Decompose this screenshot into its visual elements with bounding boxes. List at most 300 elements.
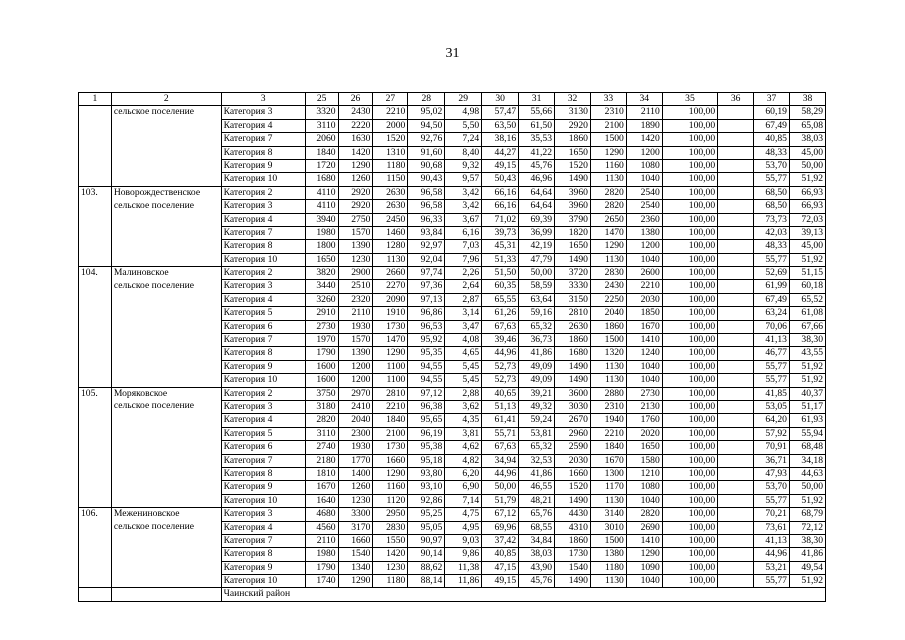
settlement-name: [111, 575, 221, 588]
settlement-name: сельское поселение: [111, 280, 221, 293]
value-cell: 1320: [590, 347, 626, 360]
value-cell: 3300: [338, 508, 373, 521]
settlement-number: 103.: [79, 186, 112, 199]
value-cell: 2630: [555, 320, 591, 333]
value-cell: 64,64: [519, 186, 555, 199]
value-cell: 68,79: [789, 508, 825, 521]
value-cell: 2910: [305, 307, 338, 320]
value-cell: 100,00: [662, 280, 717, 293]
settlement-number: [79, 106, 112, 119]
value-cell: 1490: [555, 494, 591, 507]
value-cell: 2020: [626, 427, 662, 440]
value-cell: 2820: [590, 200, 626, 213]
value-cell: 1980: [305, 548, 338, 561]
settlement-name: [111, 534, 221, 547]
value-cell: 3960: [555, 186, 591, 199]
table-row: [79, 307, 826, 320]
value-cell: 49,32: [519, 400, 555, 413]
settlement-number: [79, 521, 112, 534]
table-row: [79, 481, 826, 494]
settlement-number: [79, 200, 112, 213]
table-row: [79, 414, 826, 427]
value-cell: 45,00: [789, 240, 825, 253]
value-cell: [718, 173, 754, 186]
value-cell: 1490: [555, 374, 591, 387]
value-cell: 41,22: [519, 146, 555, 159]
value-cell: 90,68: [408, 159, 445, 172]
value-cell: 100,00: [662, 575, 717, 588]
value-cell: 2660: [373, 267, 408, 280]
value-cell: 1890: [626, 119, 662, 132]
value-cell: 44,27: [482, 146, 519, 159]
value-cell: 35,53: [519, 133, 555, 146]
category-cell: Категория 3: [221, 400, 305, 413]
category-cell: Категория 4: [221, 414, 305, 427]
settlement-name: [111, 307, 221, 320]
settlement-number: [79, 240, 112, 253]
value-cell: 1130: [590, 374, 626, 387]
value-cell: [718, 146, 754, 159]
value-cell: 44,96: [754, 548, 790, 561]
value-cell: 3030: [555, 400, 591, 413]
settlement-number: [79, 414, 112, 427]
settlement-number: [79, 441, 112, 454]
value-cell: 93,10: [408, 481, 445, 494]
settlement-number: [79, 293, 112, 306]
value-cell: 1120: [373, 494, 408, 507]
table-row: [79, 508, 826, 521]
value-cell: [718, 280, 754, 293]
value-cell: 2740: [305, 441, 338, 454]
value-cell: 3140: [590, 508, 626, 521]
value-cell: 100,00: [662, 494, 717, 507]
value-cell: 1930: [338, 441, 373, 454]
value-cell: 67,49: [754, 119, 790, 132]
value-cell: 41,13: [754, 534, 790, 547]
value-cell: 97,13: [408, 293, 445, 306]
value-cell: 1860: [555, 133, 591, 146]
value-cell: 1650: [555, 146, 591, 159]
value-cell: 88,62: [408, 561, 445, 574]
value-cell: 3,42: [445, 186, 482, 199]
value-cell: 55,77: [754, 360, 790, 373]
table-row: [79, 467, 826, 480]
value-cell: 46,55: [519, 481, 555, 494]
header-cell: 36: [718, 93, 754, 106]
value-cell: 7,96: [445, 253, 482, 266]
value-cell: 1180: [590, 561, 626, 574]
settlement-number: [79, 548, 112, 561]
value-cell: 1410: [626, 334, 662, 347]
value-cell: 1160: [590, 159, 626, 172]
value-cell: [718, 226, 754, 239]
value-cell: 9,32: [445, 159, 482, 172]
value-cell: 97,74: [408, 267, 445, 280]
value-cell: [718, 427, 754, 440]
value-cell: 52,73: [482, 374, 519, 387]
value-cell: 3440: [305, 280, 338, 293]
value-cell: 1200: [626, 240, 662, 253]
value-cell: 1670: [590, 454, 626, 467]
value-cell: 69,39: [519, 213, 555, 226]
value-cell: 60,18: [789, 280, 825, 293]
header-cell: 2: [111, 93, 221, 106]
value-cell: 1520: [555, 481, 591, 494]
value-cell: 1080: [626, 481, 662, 494]
value-cell: 1040: [626, 360, 662, 373]
value-cell: 100,00: [662, 293, 717, 306]
value-cell: 65,76: [519, 508, 555, 521]
value-cell: 59,24: [519, 414, 555, 427]
value-cell: 3,42: [445, 200, 482, 213]
category-cell: Категория 10: [221, 575, 305, 588]
settlement-name: [111, 146, 221, 159]
header-cell: 25: [305, 93, 338, 106]
value-cell: 1860: [555, 534, 591, 547]
settlement-name: сельское поселение: [111, 521, 221, 534]
value-cell: 1490: [555, 575, 591, 588]
value-cell: 1130: [590, 494, 626, 507]
header-cell: 30: [482, 93, 519, 106]
value-cell: 38,16: [482, 133, 519, 146]
region-row: [79, 588, 826, 601]
table-row: [79, 400, 826, 413]
value-cell: 2630: [373, 200, 408, 213]
value-cell: 67,63: [482, 441, 519, 454]
value-cell: 100,00: [662, 454, 717, 467]
value-cell: 95,65: [408, 414, 445, 427]
table-row: [79, 387, 826, 400]
value-cell: 2180: [305, 454, 338, 467]
value-cell: 97,36: [408, 280, 445, 293]
value-cell: 40,85: [482, 548, 519, 561]
value-cell: 7,24: [445, 133, 482, 146]
value-cell: 1600: [305, 360, 338, 373]
value-cell: 55,77: [754, 374, 790, 387]
value-cell: 1670: [626, 320, 662, 333]
value-cell: 6,16: [445, 226, 482, 239]
value-cell: 1860: [590, 320, 626, 333]
value-cell: 64,64: [519, 200, 555, 213]
category-cell: Категория 4: [221, 213, 305, 226]
value-cell: 1290: [338, 575, 373, 588]
value-cell: 4110: [305, 186, 338, 199]
header-cell: 1: [79, 93, 112, 106]
settlement-name: [111, 240, 221, 253]
value-cell: 3180: [305, 400, 338, 413]
value-cell: 2540: [626, 186, 662, 199]
value-cell: 1180: [373, 159, 408, 172]
settlement-name: [111, 427, 221, 440]
value-cell: 42,19: [519, 240, 555, 253]
settlement-number: 105.: [79, 387, 112, 400]
value-cell: 96,53: [408, 320, 445, 333]
settlement-number: [79, 307, 112, 320]
value-cell: 95,02: [408, 106, 445, 119]
category-cell: Категория 9: [221, 481, 305, 494]
value-cell: 1420: [338, 146, 373, 159]
value-cell: 1650: [555, 240, 591, 253]
value-cell: 44,63: [789, 467, 825, 480]
value-cell: 46,96: [519, 173, 555, 186]
region-spacer: [111, 588, 221, 601]
value-cell: 94,50: [408, 119, 445, 132]
value-cell: [718, 374, 754, 387]
settlement-name: Новорождественское: [111, 186, 221, 199]
value-cell: 40,65: [482, 387, 519, 400]
settlement-number: [79, 119, 112, 132]
value-cell: 3,47: [445, 320, 482, 333]
value-cell: 1860: [555, 334, 591, 347]
value-cell: 53,70: [754, 159, 790, 172]
value-cell: 65,08: [789, 119, 825, 132]
value-cell: 2430: [590, 280, 626, 293]
value-cell: 3940: [305, 213, 338, 226]
value-cell: [718, 521, 754, 534]
value-cell: 2130: [626, 400, 662, 413]
header-cell: 27: [373, 93, 408, 106]
value-cell: 100,00: [662, 200, 717, 213]
value-cell: 58,29: [789, 106, 825, 119]
value-cell: 1680: [305, 173, 338, 186]
value-cell: 55,77: [754, 575, 790, 588]
table-row: [79, 293, 826, 306]
value-cell: 9,57: [445, 173, 482, 186]
settlement-name: сельское поселение: [111, 106, 221, 119]
value-cell: 95,25: [408, 508, 445, 521]
value-cell: 51,79: [482, 494, 519, 507]
value-cell: 7,14: [445, 494, 482, 507]
value-cell: 4,98: [445, 106, 482, 119]
value-cell: 1040: [626, 253, 662, 266]
value-cell: 60,35: [482, 280, 519, 293]
value-cell: 67,12: [482, 508, 519, 521]
value-cell: 6,20: [445, 467, 482, 480]
value-cell: 2810: [373, 387, 408, 400]
settlement-number: [79, 173, 112, 186]
value-cell: 90,97: [408, 534, 445, 547]
value-cell: 1600: [305, 374, 338, 387]
settlement-number: [79, 133, 112, 146]
settlement-number: [79, 534, 112, 547]
value-cell: 3010: [590, 521, 626, 534]
value-cell: 2100: [590, 119, 626, 132]
header-cell: 3: [221, 93, 305, 106]
value-cell: [718, 293, 754, 306]
value-cell: 2210: [626, 280, 662, 293]
table-row: [79, 575, 826, 588]
category-cell: Категория 7: [221, 334, 305, 347]
settlement-number: [79, 320, 112, 333]
value-cell: 1730: [373, 441, 408, 454]
value-cell: 1230: [338, 253, 373, 266]
value-cell: 100,00: [662, 521, 717, 534]
settlement-name: Моряковское: [111, 387, 221, 400]
value-cell: 63,64: [519, 293, 555, 306]
value-cell: 100,00: [662, 226, 717, 239]
value-cell: 1800: [305, 240, 338, 253]
value-cell: 39,46: [482, 334, 519, 347]
value-cell: 49,54: [789, 561, 825, 574]
value-cell: 70,21: [754, 508, 790, 521]
header-cell: 37: [754, 93, 790, 106]
value-cell: 1550: [373, 534, 408, 547]
settlement-name: Малиновское: [111, 267, 221, 280]
value-cell: 1150: [373, 173, 408, 186]
value-cell: 1080: [626, 159, 662, 172]
value-cell: 1260: [338, 481, 373, 494]
value-cell: 2110: [338, 307, 373, 320]
value-cell: 45,76: [519, 575, 555, 588]
value-cell: 1420: [626, 133, 662, 146]
table-row: [79, 213, 826, 226]
value-cell: [718, 334, 754, 347]
value-cell: 95,35: [408, 347, 445, 360]
table-row: [79, 454, 826, 467]
value-cell: 1210: [626, 467, 662, 480]
value-cell: 2100: [373, 427, 408, 440]
value-cell: 1760: [626, 414, 662, 427]
value-cell: 61,41: [482, 414, 519, 427]
value-cell: 49,15: [482, 159, 519, 172]
settlement-name: [111, 347, 221, 360]
value-cell: 2,64: [445, 280, 482, 293]
value-cell: 1290: [626, 548, 662, 561]
table-row: [79, 320, 826, 333]
value-cell: 39,73: [482, 226, 519, 239]
settlement-name: сельское поселение: [111, 200, 221, 213]
value-cell: 1790: [305, 347, 338, 360]
settlement-number: [79, 467, 112, 480]
value-cell: 1380: [626, 226, 662, 239]
value-cell: [718, 360, 754, 373]
value-cell: 3,67: [445, 213, 482, 226]
category-cell: Категория 10: [221, 173, 305, 186]
value-cell: 2960: [555, 427, 591, 440]
value-cell: 2590: [555, 441, 591, 454]
header-cell: 29: [445, 93, 482, 106]
value-cell: 1300: [590, 467, 626, 480]
value-cell: 49,15: [482, 575, 519, 588]
value-cell: 57,47: [482, 106, 519, 119]
value-cell: 2060: [305, 133, 338, 146]
settlement-number: [79, 481, 112, 494]
value-cell: 100,00: [662, 561, 717, 574]
value-cell: 3320: [305, 106, 338, 119]
value-cell: 1970: [305, 334, 338, 347]
category-cell: Категория 7: [221, 454, 305, 467]
value-cell: 7,03: [445, 240, 482, 253]
category-cell: Категория 6: [221, 441, 305, 454]
settlement-name: [111, 320, 221, 333]
value-cell: 3790: [555, 213, 591, 226]
value-cell: 51,92: [789, 575, 825, 588]
value-cell: 1130: [590, 360, 626, 373]
table-row: [79, 146, 826, 159]
value-cell: [718, 467, 754, 480]
value-cell: 41,13: [754, 334, 790, 347]
value-cell: 4,65: [445, 347, 482, 360]
settlement-name: [111, 494, 221, 507]
settlement-name: [111, 226, 221, 239]
value-cell: 1240: [626, 347, 662, 360]
value-cell: 1040: [626, 374, 662, 387]
value-cell: 1390: [338, 347, 373, 360]
category-cell: Категория 8: [221, 347, 305, 360]
value-cell: 51,92: [789, 253, 825, 266]
value-cell: 1770: [338, 454, 373, 467]
value-cell: 2630: [373, 186, 408, 199]
value-cell: 92,76: [408, 133, 445, 146]
value-cell: 1040: [626, 575, 662, 588]
table-row: [79, 441, 826, 454]
value-cell: [718, 240, 754, 253]
value-cell: 94,55: [408, 374, 445, 387]
value-cell: 66,93: [789, 200, 825, 213]
value-cell: 55,77: [754, 494, 790, 507]
value-cell: 100,00: [662, 347, 717, 360]
settlement-name: [111, 454, 221, 467]
value-cell: 61,99: [754, 280, 790, 293]
category-cell: Категория 4: [221, 521, 305, 534]
value-cell: 63,50: [482, 119, 519, 132]
value-cell: 1290: [590, 240, 626, 253]
value-cell: [718, 159, 754, 172]
value-cell: 53,70: [754, 481, 790, 494]
settlement-name: [111, 548, 221, 561]
value-cell: 1650: [305, 253, 338, 266]
value-cell: 50,00: [789, 481, 825, 494]
settlement-name: [111, 334, 221, 347]
table-row: [79, 548, 826, 561]
value-cell: 73,73: [754, 213, 790, 226]
value-cell: 1260: [338, 173, 373, 186]
value-cell: 50,00: [519, 267, 555, 280]
value-cell: [718, 494, 754, 507]
value-cell: 1650: [626, 441, 662, 454]
value-cell: 67,63: [482, 320, 519, 333]
value-cell: [718, 106, 754, 119]
value-cell: 1630: [338, 133, 373, 146]
value-cell: 96,38: [408, 400, 445, 413]
value-cell: 4,08: [445, 334, 482, 347]
table-row: [79, 253, 826, 266]
value-cell: 65,55: [482, 293, 519, 306]
settlement-number: [79, 347, 112, 360]
value-cell: 100,00: [662, 414, 717, 427]
value-cell: 1100: [373, 374, 408, 387]
value-cell: 68,48: [789, 441, 825, 454]
settlement-name: [111, 213, 221, 226]
data-table: [78, 92, 826, 602]
value-cell: 93,80: [408, 467, 445, 480]
value-cell: 1490: [555, 173, 591, 186]
value-cell: 2970: [338, 387, 373, 400]
value-cell: 34,84: [519, 534, 555, 547]
value-cell: 1180: [373, 575, 408, 588]
value-cell: [718, 441, 754, 454]
value-cell: 1310: [373, 146, 408, 159]
table-row: [79, 133, 826, 146]
value-cell: 53,21: [754, 561, 790, 574]
value-cell: 49,09: [519, 360, 555, 373]
value-cell: 5,45: [445, 374, 482, 387]
value-cell: 43,90: [519, 561, 555, 574]
value-cell: 4,82: [445, 454, 482, 467]
value-cell: 4310: [555, 521, 591, 534]
value-cell: [718, 400, 754, 413]
value-cell: 2650: [590, 213, 626, 226]
